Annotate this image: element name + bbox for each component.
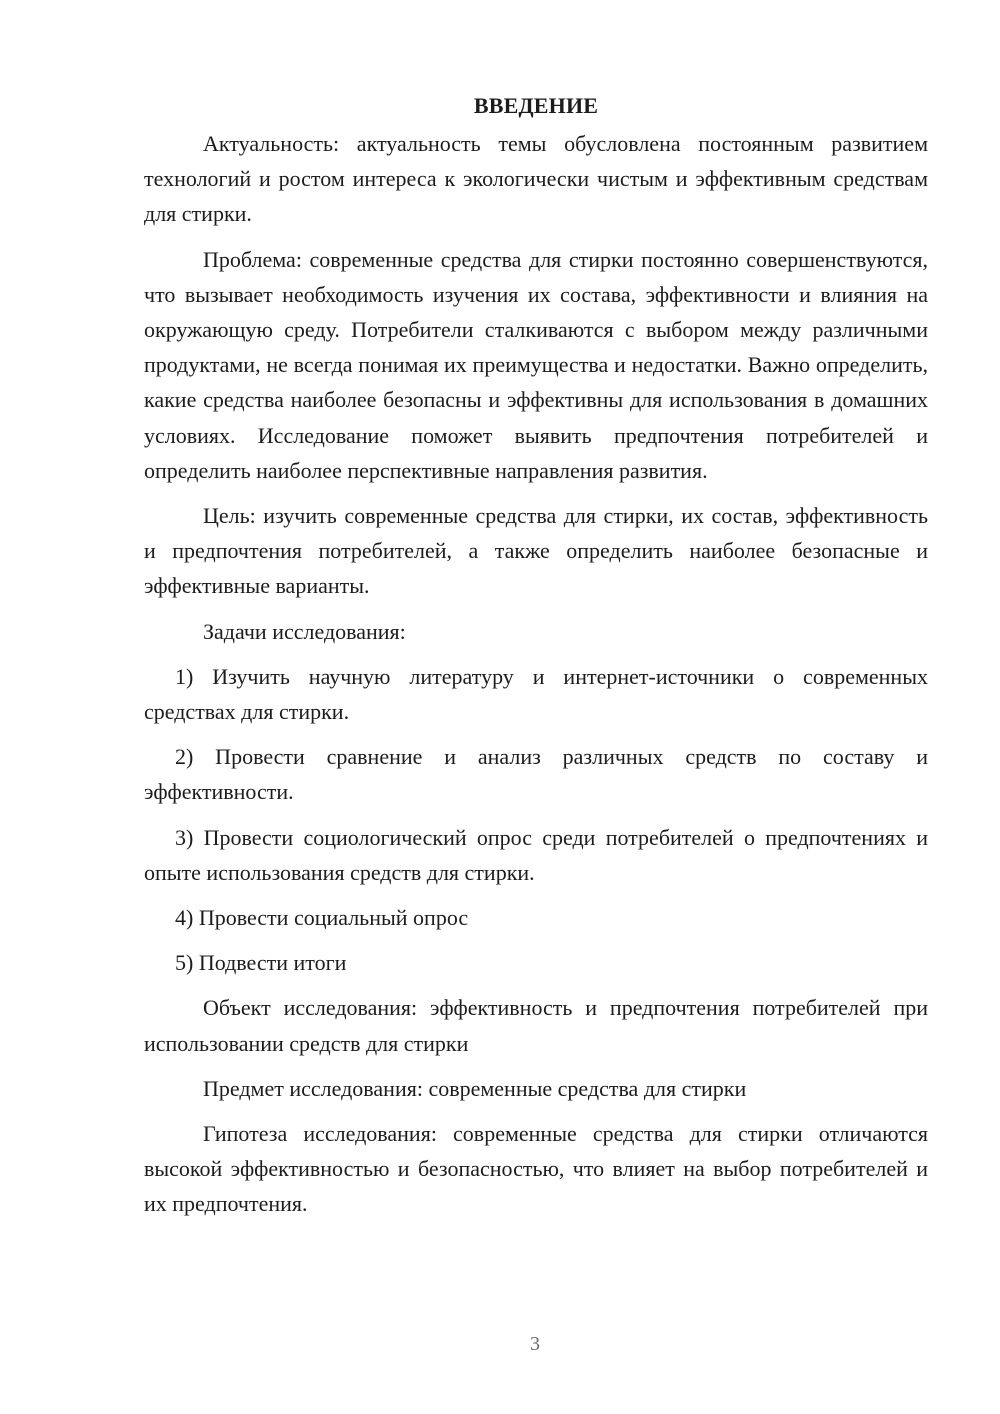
task-item-5: 5) Подвести итоги: [175, 950, 347, 976]
paragraph-relevance: Актуальность: актуальность темы обусловлена постоянным развитием технологий и ростом интереса к экологически чистым и эффективным средствам для стирки.: [144, 131, 928, 227]
task-item-2: 2) Провести сравнение и анализ различных средств по составу и эффективности.: [144, 744, 928, 805]
paragraph-problem: Проблема: современные средства для стирки постоянно совершенствуются, что вызывает необходимость изучения их состава, эффективности и влияния на окружающую среду. Потребители сталкиваются с выбором между различными продуктами, не всегда понимая их преимущества и недостатки. Важно определить, какие средства наиболее безопасны и эффективны для использования в домашних условиях. Исследование поможет выявить предпочтения потребителей и определить наиболее перспективные направления развития.: [144, 246, 928, 483]
section-title: ВВЕДЕНИЕ: [473, 93, 599, 118]
task-item-4: 4) Провести социальный опрос: [175, 905, 469, 931]
page-number: 3: [530, 1333, 540, 1355]
paragraph-hypothesis: Гипотеза исследования: современные средства для стирки отличаются высокой эффективностью и безопасностью, что влияет на выбор потребителей и их предпочтения.: [144, 1121, 928, 1217]
paragraph-goal: Цель: изучить современные средства для стирки, их состав, эффективность и предпочтения потребителей, а также определить наиболее безопасные и эффективные варианты.: [144, 503, 928, 599]
tasks-heading: Задачи исследования:: [203, 618, 406, 644]
task-item-1: 1) Изучить научную литературу и интернет-источники о современных средствах для стирки.: [144, 663, 928, 725]
paragraph-subject: Предмет исследования: современные средства для стирки: [203, 1075, 747, 1101]
document-page: [144, 88, 928, 1232]
paragraph-object: Объект исследования: эффективность и предпочтения потребителей при использовании средств для стирки: [144, 995, 928, 1056]
task-item-3: 3) Провести социологический опрос среди потребителей о предпочтениях и опыте использования средств для стирки.: [144, 824, 928, 885]
